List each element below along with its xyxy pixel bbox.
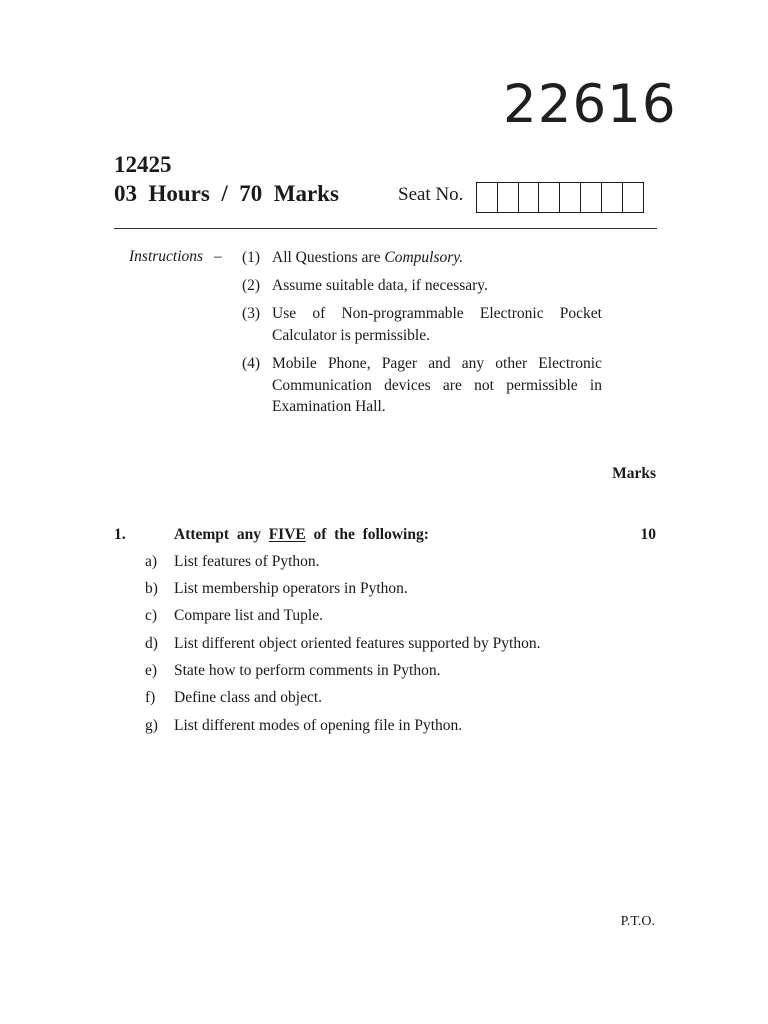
question-marks: 10 <box>640 526 656 543</box>
question-title: Attempt any FIVE of the following: <box>174 526 429 543</box>
instruction-text: Mobile Phone, Pager and any other Electronic Communication devices are not permissible in Examination Hall. <box>272 355 602 415</box>
seat-number-box[interactable] <box>539 183 560 212</box>
subquestion-text: State how to perform comments in Python. <box>174 662 441 679</box>
subquestion-text: List different object oriented features supported by Python. <box>174 635 541 652</box>
seat-number-box[interactable] <box>623 183 644 212</box>
seat-number-box[interactable] <box>560 183 581 212</box>
exam-duration: 03 Hours / 70 Marks <box>114 181 339 206</box>
paper-code: 22616 <box>503 74 677 135</box>
exam-code: 12425 <box>114 152 172 177</box>
seat-number-label: Seat No. <box>398 184 464 205</box>
please-turn-over: P.T.O. <box>620 914 655 929</box>
instruction-number: (1) <box>242 249 261 266</box>
subquestion-letter: g) <box>145 717 158 734</box>
seat-number-box[interactable] <box>519 183 540 212</box>
instruction-number: (4) <box>242 355 261 372</box>
question-number: 1. <box>114 526 126 543</box>
subquestion-letter: b) <box>145 580 158 597</box>
subquestion-letter: e) <box>145 662 158 679</box>
subquestion-letter: a) <box>145 553 158 570</box>
marks-column-heading: Marks <box>612 465 656 482</box>
subquestion-letter: f) <box>145 689 156 706</box>
subquestion-text: List features of Python. <box>174 553 320 570</box>
header-divider <box>114 228 657 229</box>
seat-number-boxes[interactable] <box>476 182 644 213</box>
seat-number-box[interactable] <box>581 183 602 212</box>
subquestion-letter: d) <box>145 635 158 652</box>
subquestion-text: List different modes of opening file in Python. <box>174 717 463 734</box>
seat-number-box[interactable] <box>602 183 623 212</box>
instructions-dash: – <box>214 248 222 265</box>
seat-number-box[interactable] <box>477 183 498 212</box>
seat-number-box[interactable] <box>498 183 519 212</box>
subquestion-text: List membership operators in Python. <box>174 580 408 597</box>
subquestion-text: Define class and object. <box>174 689 323 706</box>
subquestion-letter: c) <box>145 607 158 624</box>
instruction-number: (2) <box>242 277 261 294</box>
instructions-label: Instructions <box>129 248 204 265</box>
instruction-text: Use of Non-programmable Electronic Pocket Calculator is permissible. <box>272 305 602 344</box>
instruction-number: (3) <box>242 305 261 322</box>
subquestion-text: Compare list and Tuple. <box>174 607 323 624</box>
instruction-text: Assume suitable data, if necessary. <box>272 277 488 294</box>
instruction-text: All Questions are Compulsory. <box>272 249 464 266</box>
